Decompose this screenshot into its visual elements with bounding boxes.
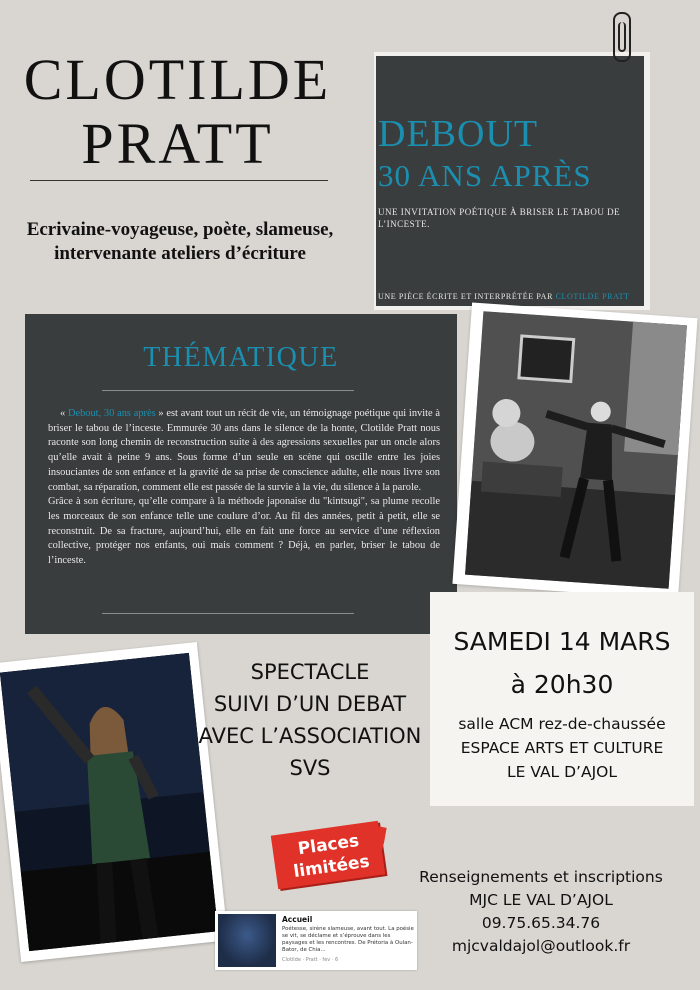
social-card-meta: Clotilde · Pratt · fev · 6 (282, 957, 339, 963)
contact-phone[interactable]: 09.75.65.34.76 (481, 914, 601, 932)
event-time: à 20h30 (510, 670, 614, 699)
title-divider (30, 180, 328, 181)
theme-heading: THÉMATIQUE (143, 342, 339, 373)
venue-line-3: LE VAL D’AJOL (506, 763, 617, 781)
artist-last-name: PRATT (81, 111, 274, 176)
event-date: SAMEDI 14 MARS (453, 627, 671, 656)
spectacle-line-2: SUIVI D’UN DEBAT (213, 692, 407, 716)
show-credit (378, 292, 630, 301)
performer-photo (465, 311, 687, 589)
performer-photo-illustration (465, 311, 687, 589)
badge-line-1: Places (296, 830, 361, 860)
credit-prefix: UNE PIÈCE ÉCRITE ET INTERPRÉTÉE PAR (378, 292, 553, 301)
theme-paragraph-2: Grâce à son écriture, qu’elle compare à la méthode japonaise du "kintsugi", sa plume recolle les morceaux de son enfance telle une coulure d’or. Au fil des années, petit à petit, elle se reconstruit. De sa fracture, aujourd’hui, elle en fait une force au service d’une réflexion collective, protéger nos enfants, oui mais comment ? Déjà, en parler, briser le tabou de l’inceste. (48, 496, 440, 567)
contact-email[interactable]: mjcvaldajol@outlook.fr (451, 937, 631, 955)
artist-tagline: Ecrivaine-voyageuse, poète, slameuse, intervenante ateliers d’écriture (26, 219, 334, 264)
show-subtitle: 30 ANS APRÈS (378, 158, 592, 193)
stage-photo-illustration (0, 653, 218, 951)
venue-line-2: ESPACE ARTS ET CULTURE (460, 739, 664, 757)
theme-divider-top (102, 390, 354, 391)
social-card-title: Accueil (282, 915, 313, 924)
theme-paragraph-1 (48, 407, 440, 495)
social-card-thumbnail (218, 914, 276, 967)
quote-open: « (60, 408, 68, 419)
contact-heading: Renseignements et inscriptions (419, 868, 663, 886)
contact-info (416, 866, 666, 958)
spectacle-line-4: SVS (289, 756, 331, 780)
show-name-highlight: Debout, 30 ans après (67, 408, 156, 419)
badge-line-2: limitées (292, 851, 371, 883)
paperclip-inner-icon (618, 22, 626, 52)
show-invitation: UNE INVITATION POÉTIQUE À BRISER LE TABOU DE L’INCESTE. (378, 207, 621, 229)
theme-body (48, 407, 440, 569)
contact-organization: MJC LE VAL D’AJOL (469, 891, 613, 909)
stage-photo (0, 653, 218, 951)
theme-paragraph-1-text: » est avant tout un récit de vie, un témoignage poétique qui invite à briser le tabou de l’inceste. Emmurée 30 ans dans le silence de la honte, Clotilde Pratt nous raconte son long chemin de reconstruction suite à des agressions sexuelles par un oncle alors qu’elle avait à peine 9 ans. Sous forme d’un seule en scène qui oscille entre les joies insouciantes de son enfance et la gravité de sa prise de conscience adulte, elle nous livre son combat, sa réparation, comment elle est passée de la survie à la vie, du silence à la parole. (48, 408, 440, 493)
social-card-description: Poétesse, sirène slameuse, avant tout. La poésie se vit, se déclame et s’éprouve dans les paysages et les rencontres. De Prétoria à Oulan-Bator, de Chia... (282, 926, 414, 953)
venue-line-1: salle ACM rez-de-chaussée (458, 715, 666, 733)
spectacle-block (190, 656, 430, 784)
artist-first-name: CLOTILDE (23, 47, 332, 112)
exclamation-icon: ! (360, 814, 396, 881)
credit-author: CLOTILDE PRATT (555, 292, 630, 301)
show-title: DEBOUT (378, 113, 539, 155)
event-venue (430, 712, 694, 784)
spectacle-line-1: SPECTACLE (250, 660, 370, 684)
spectacle-line-3: AVEC L’ASSOCIATION (198, 724, 422, 748)
theme-divider-bottom (102, 613, 354, 614)
